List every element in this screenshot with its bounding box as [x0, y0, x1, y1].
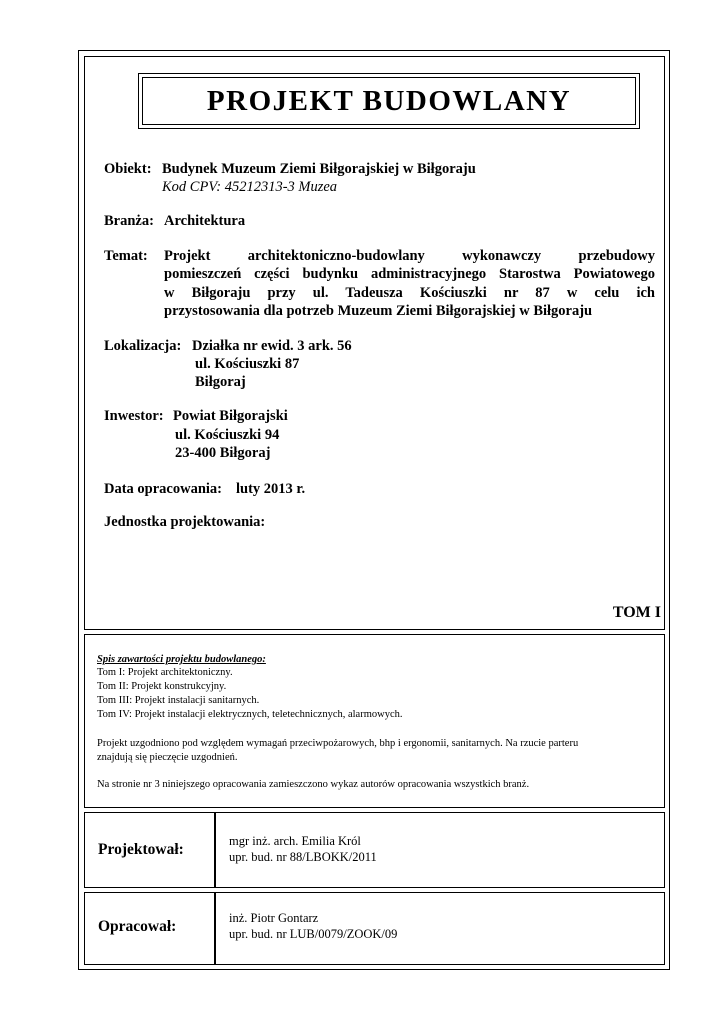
tom-label: TOM I	[612, 604, 661, 621]
data-opracowania-label: Data opracowania:	[104, 481, 223, 497]
opracowal-divider	[214, 892, 216, 965]
temat-line-4: przystosowania dla potrzeb Muzeum Ziemi Biłgorajskiej w Biłgoraju	[164, 303, 593, 319]
obiekt-value: Budynek Muzeum Ziemi Biłgorajskiej w Biłgoraju	[162, 161, 476, 177]
spis-note1-line-2: znajdują się pieczęcie uzgodnień.	[97, 752, 238, 763]
opracowal-label: Opracował:	[98, 918, 177, 935]
lokalizacja-line-2: ul. Kościuszki 87	[195, 356, 300, 372]
projektowal-name: mgr inż. arch. Emilia Król	[229, 834, 361, 848]
opracowal-license: upr. bud. nr LUB/0079/ZOOK/09	[229, 927, 398, 941]
projektowal-license: upr. bud. nr 88/LBOKK/2011	[229, 850, 377, 864]
spis-item-2: Tom II: Projekt konstrukcyjny.	[97, 681, 227, 692]
projektowal-divider	[214, 812, 216, 888]
spis-item-3: Tom III: Projekt instalacji sanitarnych.	[97, 695, 260, 706]
temat-line-2: pomieszczeń części budynku administracyjnego Starostwa Powiatowego	[164, 266, 655, 282]
branza-value: Architektura	[164, 213, 246, 229]
lokalizacja-line-3: Biłgoraj	[195, 374, 246, 390]
inwestor-line-1: Powiat Biłgorajski	[173, 408, 288, 424]
obiekt-label: Obiekt:	[104, 161, 152, 177]
jednostka-label: Jednostka projektowania:	[104, 514, 266, 530]
title-box	[142, 77, 636, 125]
temat-label: Temat:	[104, 248, 148, 264]
obiekt-cpv: Kod CPV: 45212313-3 Muzea	[162, 179, 338, 195]
temat-line-3: w Biłgoraju przy ul. Tadeusza Kościuszki nr 87 w celu ich	[164, 285, 655, 301]
inwestor-label: Inwestor:	[104, 408, 164, 424]
spis-heading: Spis zawartości projektu budowlanego:	[97, 654, 266, 665]
spis-note2: Na stronie nr 3 niniejszego opracowania zamieszczono wykaz autorów opracowania wszystkich branż.	[97, 779, 530, 790]
inwestor-line-2: ul. Kościuszki 94	[175, 427, 280, 443]
opracowal-name: inż. Piotr Gontarz	[229, 911, 319, 925]
page-title: PROJEKT BUDOWLANY	[206, 84, 572, 117]
inwestor-line-3: 23-400 Biłgoraj	[175, 445, 271, 461]
projektowal-label: Projektował:	[98, 841, 184, 858]
branza-label: Branża:	[104, 213, 154, 229]
spis-note1-line-1: Projekt uzgodniono pod względem wymagań przeciwpożarowych, bhp i ergonomii, sanitarnych. Na rzucie parteru	[97, 738, 579, 749]
spis-item-4: Tom IV: Projekt instalacji elektrycznych, teletechnicznych, alarmowych.	[97, 709, 403, 720]
data-opracowania-value: luty 2013 r.	[236, 481, 306, 497]
spis-item-1: Tom I: Projekt architektoniczny.	[97, 667, 233, 678]
lokalizacja-line-1: Działka nr ewid. 3 ark. 56	[192, 338, 352, 354]
lokalizacja-label: Lokalizacja:	[104, 338, 182, 354]
temat-line-1: Projekt architektoniczno-budowlany wykonawczy przebudowy	[164, 248, 655, 264]
